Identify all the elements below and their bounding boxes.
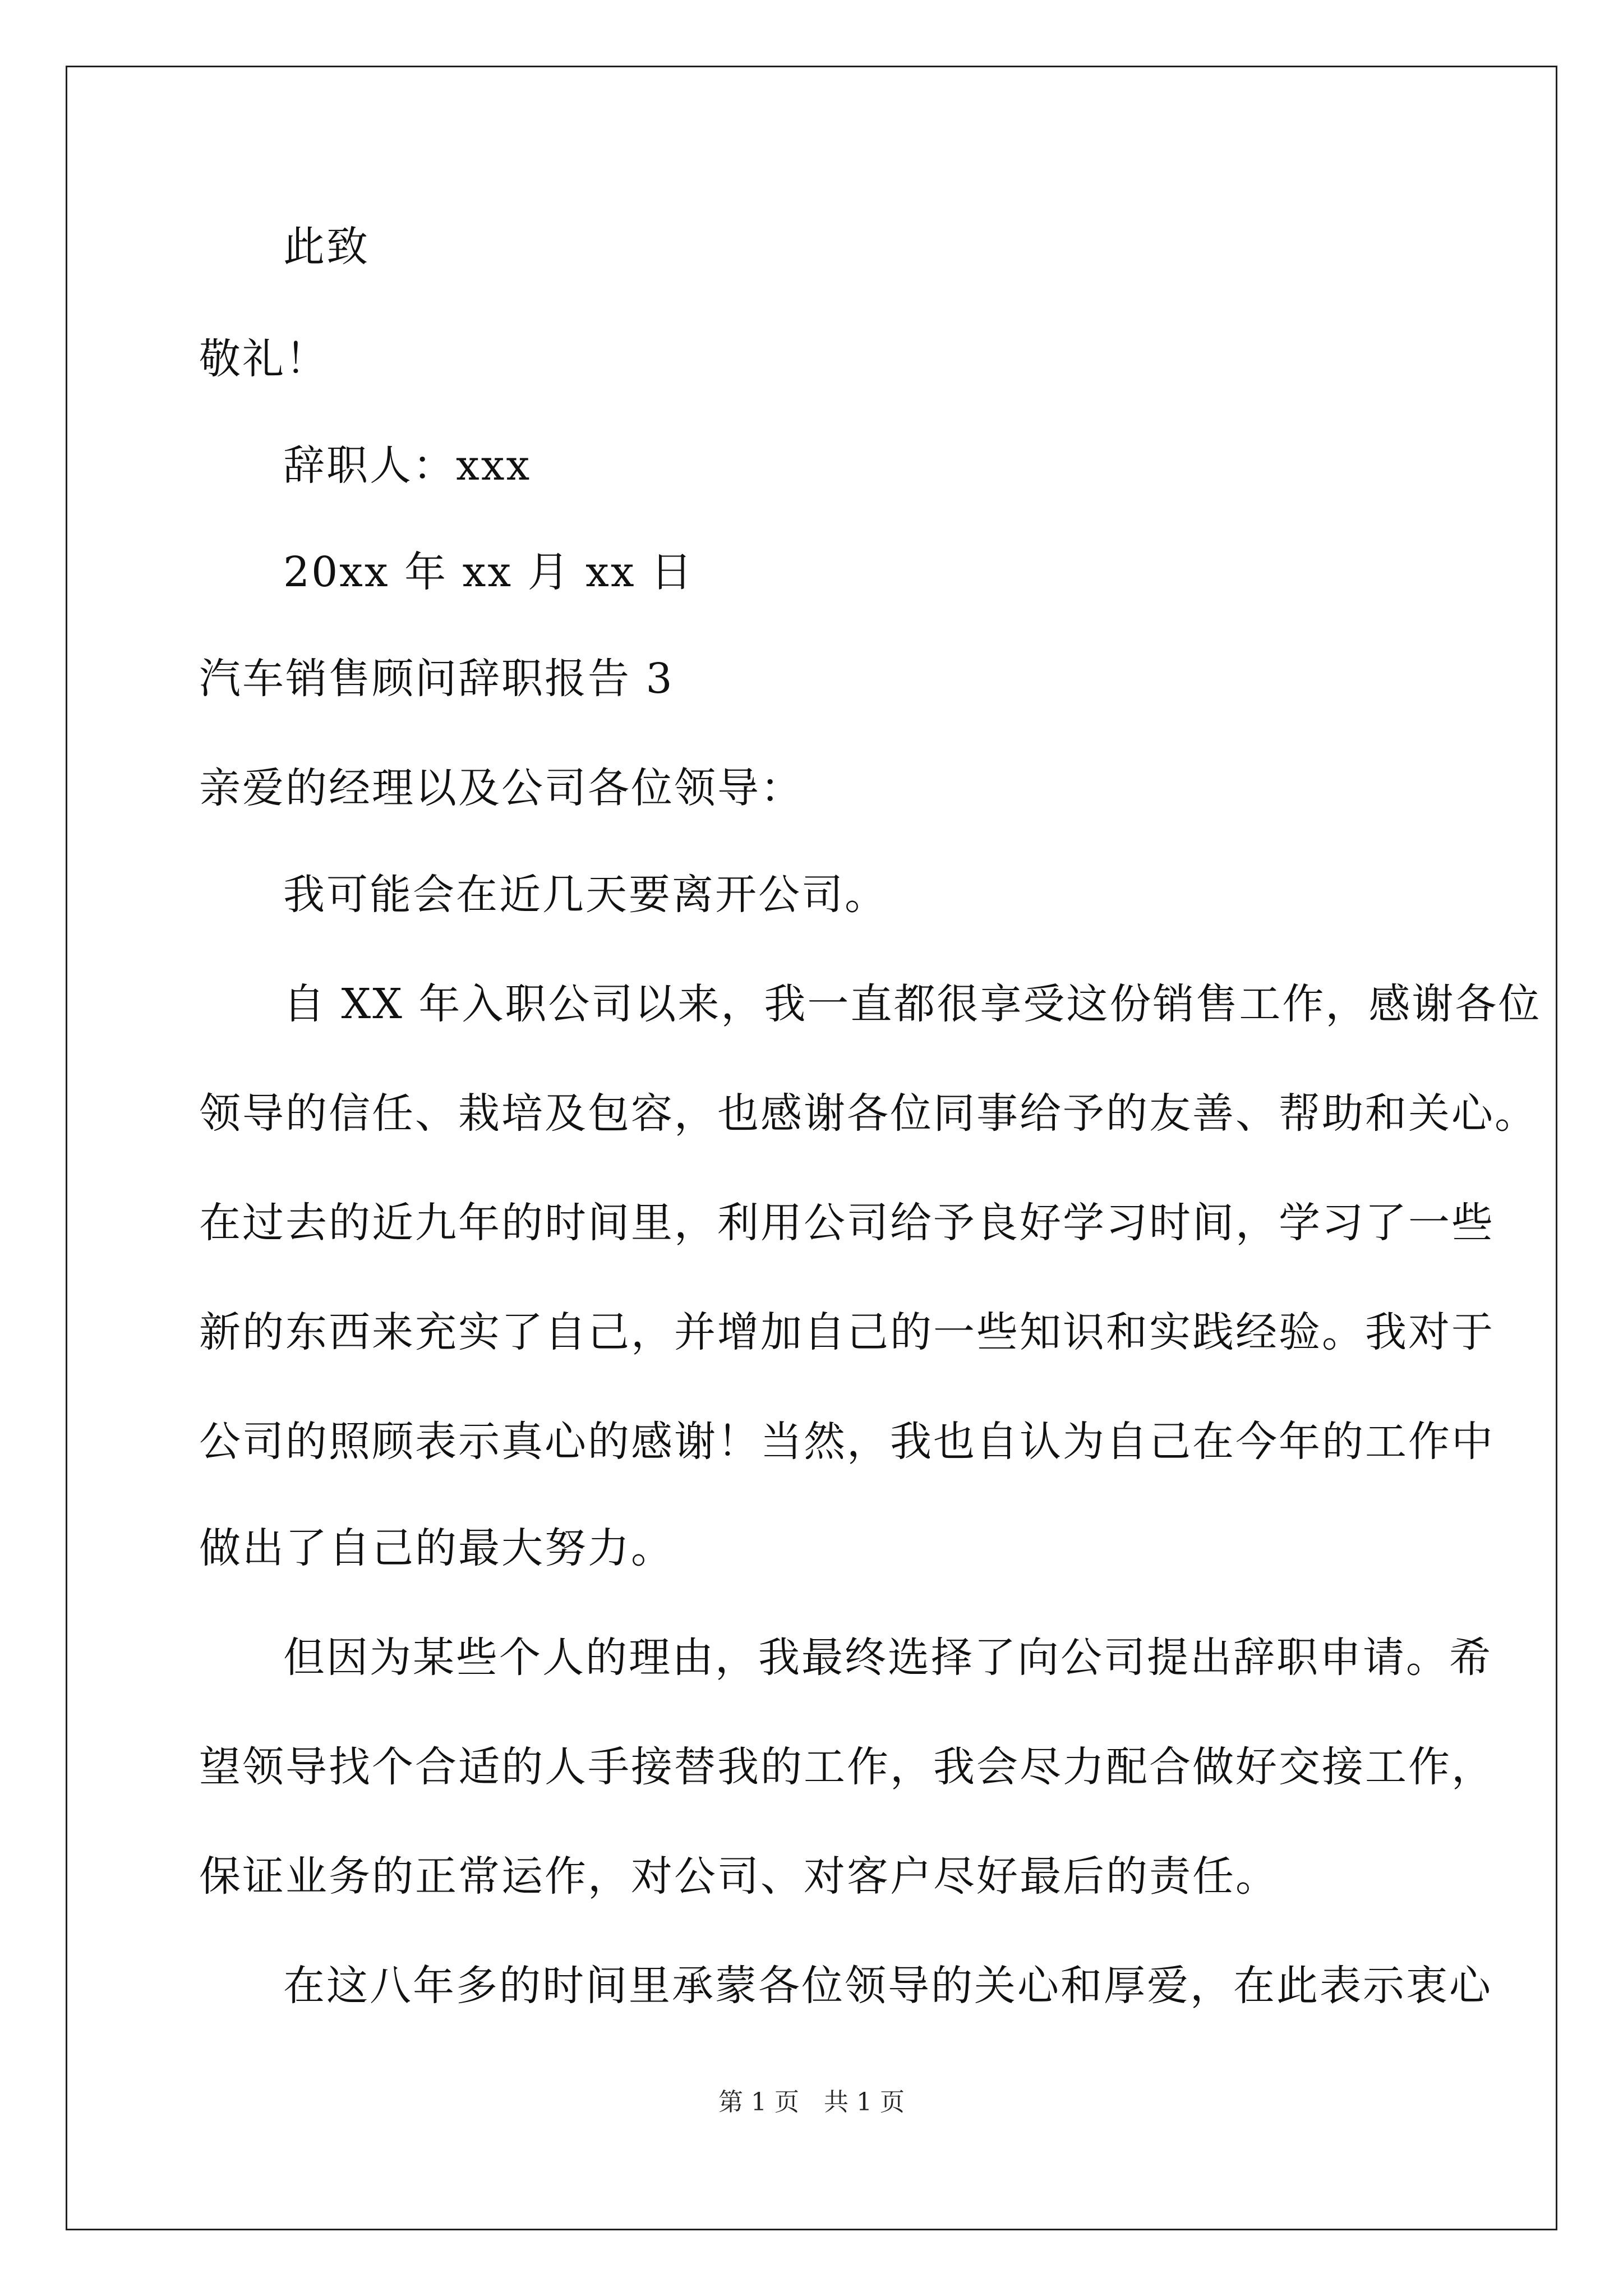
page-border <box>66 66 1557 2230</box>
greeting-line: 亲爱的经理以及公司各位领导： <box>199 764 804 812</box>
paragraph-line: 在过去的近九年的时间里，利用公司给予良好学习时间，学习了一些 <box>199 1199 1495 1247</box>
section-title: 汽车销售顾问辞职报告 3 <box>199 655 674 703</box>
paragraph-line: 在这八年多的时间里承蒙各位领导的关心和厚爱，在此表示衷心 <box>283 1962 1492 2010</box>
paragraph-line: 公司的照顾表示真心的感谢！当然，我也自认为自己在今年的工作中 <box>199 1418 1495 1466</box>
closing-salutation: 此致 <box>283 223 370 271</box>
paragraph-line: 保证业务的正常运作，对公司、对客户尽好最后的责任。 <box>199 1852 1279 1901</box>
paragraph-line: 望领导找个合适的人手接替我的工作，我会尽力配合做好交接工作， <box>199 1743 1495 1791</box>
page-footer: 第 1 页 共 1 页 <box>718 2088 905 2116</box>
date-line: 20xx 年 xx 月 xx 日 <box>283 548 694 596</box>
paragraph-line: 做出了自己的最大努力。 <box>199 1524 674 1572</box>
paragraph-line: 新的东西来充实了自己，并增加自己的一些知识和实践经验。我对于 <box>199 1308 1495 1356</box>
closing-respect: 敬礼！ <box>199 335 329 383</box>
paragraph-line: 我可能会在近几天要离开公司。 <box>283 871 888 919</box>
signature-line: 辞职人：xxx <box>283 441 532 490</box>
paragraph-line: 领导的信任、栽培及包容，也感谢各位同事给予的友善、帮助和关心。 <box>199 1089 1538 1138</box>
paragraph-line: 但因为某些个人的理由，我最终选择了向公司提出辞职申请。希 <box>283 1634 1492 1682</box>
paragraph-line: 自 XX 年入职公司以来，我一直都很享受这份销售工作，感谢各位 <box>283 980 1542 1028</box>
